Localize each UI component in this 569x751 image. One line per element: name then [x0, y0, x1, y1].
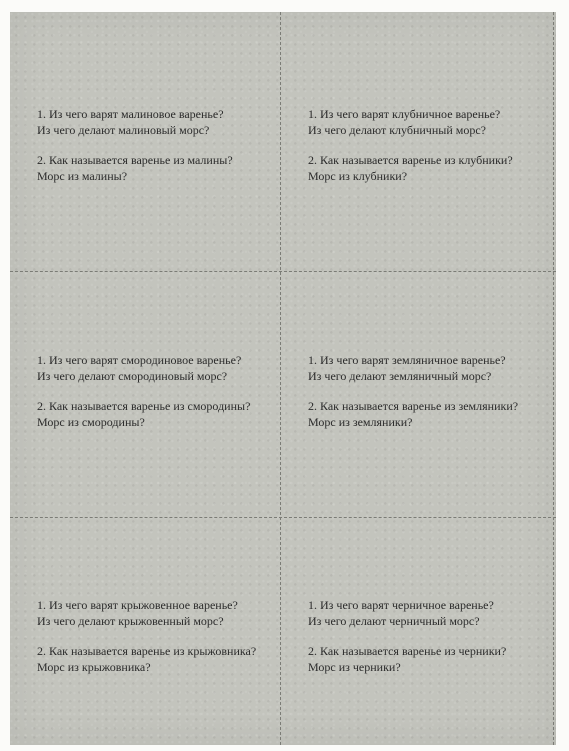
- vertical-cut-line: [280, 12, 281, 745]
- question-2-continued: Морс из земляники?: [308, 415, 413, 429]
- right-cut-line: [553, 12, 554, 745]
- question-1-continued: Из чего делают земляничный морс?: [308, 369, 492, 383]
- question-2: 2. Как называется варенье из черники?: [308, 644, 507, 658]
- question-2: 2. Как называется варенье из малины?: [37, 153, 233, 167]
- question-2: 2. Как называется варенье из клубники?: [308, 153, 513, 167]
- question-2: 2. Как называется варенье из земляники?: [308, 399, 519, 413]
- card-wild-strawberry: [308, 352, 518, 430]
- question-1-continued: Из чего делают смородиновый морс?: [37, 369, 228, 383]
- question-1: 1. Из чего варят малиновое варенье?: [37, 107, 224, 121]
- question-2-continued: Морс из крыжовника?: [37, 660, 151, 674]
- question-1: 1. Из чего варят черничное варенье?: [308, 598, 494, 612]
- question-2: 2. Как называется варенье из крыжовника?: [37, 644, 257, 658]
- question-1-continued: Из чего делают крыжовенный морс?: [37, 614, 224, 628]
- horizontal-cut-line-1: [10, 271, 556, 272]
- card-strawberry: [308, 106, 513, 184]
- question-1-continued: Из чего делают малиновый морс?: [37, 123, 210, 137]
- question-2: 2. Как называется варенье из смородины?: [37, 399, 251, 413]
- horizontal-cut-line-2: [10, 517, 556, 518]
- question-2-continued: Морс из смородины?: [37, 415, 145, 429]
- card-gooseberry: [37, 597, 256, 675]
- question-1: 1. Из чего варят клубничное варенье?: [308, 107, 501, 121]
- card-blueberry: [308, 597, 506, 675]
- card-raspberry: [37, 106, 233, 184]
- card-currant: [37, 352, 250, 430]
- card-sheet: [10, 12, 556, 745]
- question-2-continued: Морс из клубники?: [308, 169, 408, 183]
- question-1-continued: Из чего делают черничный морс?: [308, 614, 480, 628]
- question-1: 1. Из чего варят смородиновое варенье?: [37, 353, 242, 367]
- question-1: 1. Из чего варят земляничное варенье?: [308, 353, 506, 367]
- question-1: 1. Из чего варят крыжовенное варенье?: [37, 598, 238, 612]
- question-2-continued: Морс из черники?: [308, 660, 401, 674]
- question-2-continued: Морс из малины?: [37, 169, 128, 183]
- question-1-continued: Из чего делают клубничный морс?: [308, 123, 486, 137]
